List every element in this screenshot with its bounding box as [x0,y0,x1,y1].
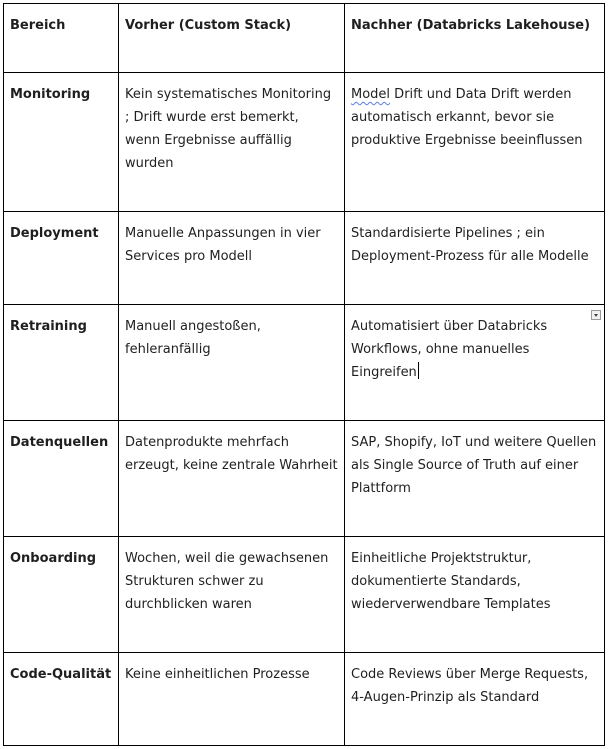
cell-area-retraining[interactable]: Retraining [4,305,119,421]
cell-dropdown-icon[interactable] [591,310,601,320]
cell-before-retraining[interactable]: Manuell angestoßen, fehleranfällig [119,305,345,421]
cell-after-onboarding[interactable]: Einheitliche Projektstruktur, dokumentierte Standards, wiederverwendbare Templates [345,537,605,653]
cell-after-monitoring[interactable] [345,73,605,212]
header-area[interactable]: Bereich [4,4,119,73]
cell-area-onboarding[interactable]: Onboarding [4,537,119,653]
cell-before-code-qualitaet[interactable]: Keine einheitlichen Prozesse [119,653,345,746]
cell-before-onboarding[interactable]: Wochen, weil die gewachsenen Strukturen schwer zu durchblicken waren [119,537,345,653]
cell-after-deployment[interactable]: Standardisierte Pipelines ; ein Deployment-Prozess für alle Modelle [345,212,605,305]
text-cursor [418,362,419,379]
cell-after-monitoring-text: Drift und Data Drift werden automatisch erkannt, bevor sie produktive Ergebnisse beeinflussen [351,87,583,148]
table-row-retraining [4,305,605,421]
header-after[interactable]: Nachher (Databricks Lakehouse) [345,4,605,73]
cell-area-deployment[interactable]: Deployment [4,212,119,305]
comparison-table [3,3,605,746]
table-row-code-qualitaet [4,653,605,746]
cell-area-datenquellen[interactable]: Datenquellen [4,421,119,537]
cell-after-retraining[interactable] [345,305,605,421]
cell-after-code-qualitaet[interactable]: Code Reviews über Merge Requests, 4-Augen-Prinzip als Standard [345,653,605,746]
table-row-datenquellen [4,421,605,537]
header-row [4,4,605,73]
table-row-monitoring [4,73,605,212]
cell-after-retraining-text: Automatisiert über Databricks Workflows, ohne manuelles Eingreifen [351,319,548,380]
cell-before-monitoring[interactable]: Kein systematisches Monitoring ; Drift wurde erst bemerkt, wenn Ergebnisse auffällig wurden [119,73,345,212]
cell-before-deployment[interactable]: Manuelle Anpassungen in vier Services pro Modell [119,212,345,305]
table-row-onboarding [4,537,605,653]
table-row-deployment [4,212,605,305]
cell-area-code-qualitaet[interactable]: Code-Qualität [4,653,119,746]
cell-after-datenquellen[interactable]: SAP, Shopify, IoT und weitere Quellen als Single Source of Truth auf einer Plattform [345,421,605,537]
cell-before-datenquellen[interactable]: Datenprodukte mehrfach erzeugt, keine zentrale Wahrheit [119,421,345,537]
cell-area-monitoring[interactable]: Monitoring [4,73,119,212]
header-before[interactable]: Vorher (Custom Stack) [119,4,345,73]
spellcheck-flagged-word[interactable]: Model [351,87,391,102]
